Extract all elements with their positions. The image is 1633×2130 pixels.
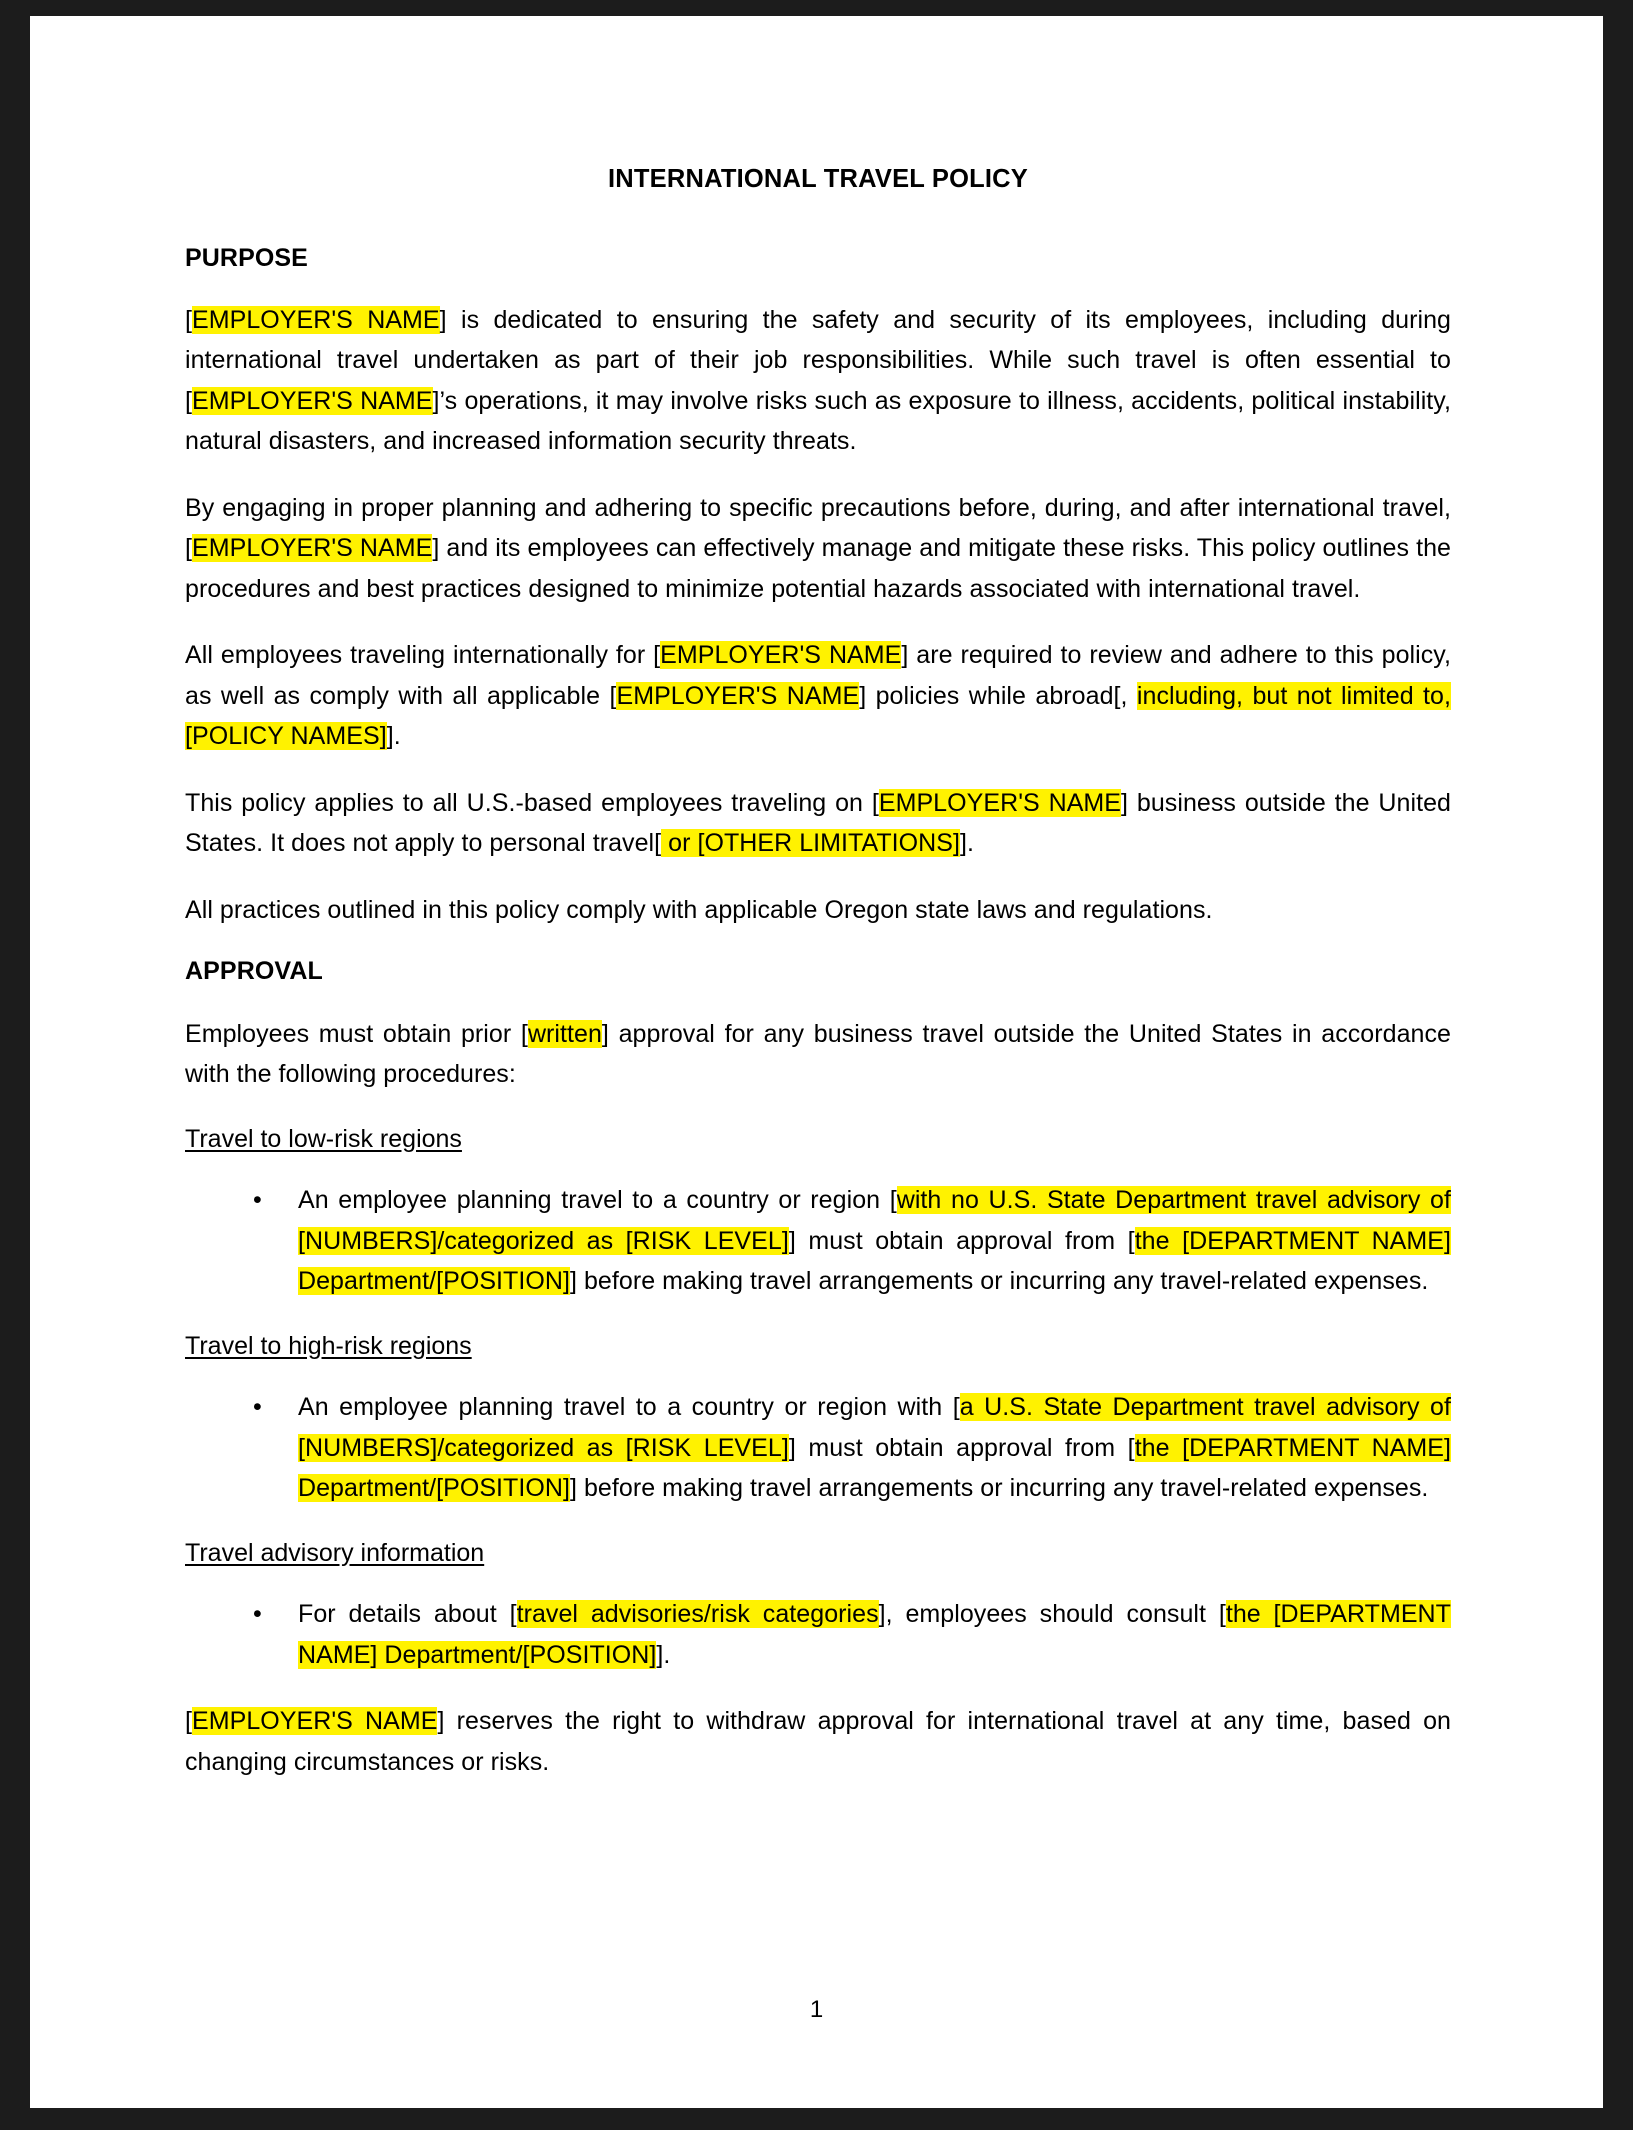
highlighted-placeholder: with no U.S. State Department travel advisory of [NUMBERS]/categorized as [RISK LEVEL]	[298, 1186, 1452, 1255]
section-heading-approval: APPROVAL	[185, 957, 323, 986]
page-number-footer: 1	[809, 1996, 824, 2023]
highlighted-placeholder: the [DEPARTMENT NAME] Department/[POSITION]	[298, 1226, 1452, 1296]
page-title: INTERNATIONAL TRAVEL POLICY	[607, 165, 1029, 193]
subheading-low-risk-label: Travel to low-risk regions	[185, 1124, 462, 1153]
list-item	[185, 1387, 1451, 1509]
paragraph-approval-closing: [EMPLOYER'S NAME] reserves the right to withdraw approval for international travel at any time, based on changing circumstances or risks.	[185, 1707, 1451, 1776]
section-heading-purpose: PURPOSE	[185, 243, 308, 272]
subheading-travel-low-risk	[185, 1121, 1451, 1159]
list-item	[185, 1594, 1451, 1675]
list-item-text: An employee planning travel to a country or region with [a U.S. State Department travel advisory of [NUMBERS]/categorized as [RISK LEVEL]] must obtain approval from [the [DEPARTMENT NAME] Department/[POSITION]] before making travel arrangements or incurring any travel-related expenses.	[298, 1393, 1452, 1503]
highlighted-placeholder: EMPLOYER'S NAME	[192, 305, 440, 334]
highlighted-placeholder: EMPLOYER'S NAME	[192, 1707, 438, 1736]
highlighted-placeholder: a U.S. State Department travel advisory of [NUMBERS]/categorized as [RISK LEVEL]	[298, 1393, 1451, 1462]
paragraph-purpose-5: All practices outlined in this policy comply with applicable Oregon state laws and regulations.	[185, 895, 1213, 924]
paragraph-purpose-2: By engaging in proper planning and adhering to specific precautions before, during, and after international travel, [EMPLOYER'S NAME] and its employees can effectively manage and mitigate these risks. This policy outlines the procedures and best practices designed to minimize potential hazards associated with international travel.	[185, 493, 1451, 603]
highlighted-placeholder: travel advisories/risk categories	[516, 1600, 879, 1629]
subheading-travel-high-risk	[185, 1328, 1451, 1366]
highlighted-placeholder: the [DEPARTMENT NAME] Department/[POSITION]	[298, 1600, 1451, 1669]
subheading-advisory-label: Travel advisory information	[185, 1538, 485, 1567]
bullet-list-advisory-information	[185, 1594, 1451, 1675]
bullet-list-low-risk	[185, 1180, 1451, 1302]
highlighted-placeholder: EMPLOYER'S NAME	[192, 534, 433, 563]
highlighted-placeholder: EMPLOYER'S NAME	[660, 641, 902, 670]
list-item	[185, 1180, 1451, 1302]
subheading-travel-advisory-information	[185, 1535, 1451, 1573]
bullet-list-high-risk	[185, 1387, 1451, 1509]
bullet-dot-icon: •	[253, 1600, 262, 1629]
paragraph-purpose-4: This policy applies to all U.S.-based employees traveling on [EMPLOYER'S NAME] business outside the United States. It does not apply to personal travel[ or [OTHER LIMITATIONS]].	[185, 788, 1451, 858]
document-page	[30, 16, 1603, 2108]
highlighted-placeholder: the [DEPARTMENT NAME] Department/[POSITION]	[298, 1433, 1452, 1503]
paragraph-approval-1: Employees must obtain prior [written] approval for any business travel outside the United States in accordance with the following procedures:	[185, 1019, 1451, 1089]
highlighted-placeholder: including, but not limited to, [POLICY NAMES]	[185, 681, 1451, 751]
bullet-dot-icon: •	[253, 1393, 262, 1422]
highlighted-placeholder: EMPLOYER'S NAME	[878, 788, 1122, 817]
highlighted-placeholder: EMPLOYER'S NAME	[192, 386, 433, 415]
page-content-area	[30, 16, 1603, 2108]
paragraph-purpose-3: All employees traveling internationally for [EMPLOYER'S NAME] are required to review and adhere to this policy, as well as comply with all applicable [EMPLOYER'S NAME] policies while abroad[, including, but not limited to, [POLICY NAMES]].	[185, 641, 1451, 751]
subheading-high-risk-label: Travel to high-risk regions	[185, 1331, 472, 1360]
paragraph-purpose-1: [EMPLOYER'S NAME] is dedicated to ensuring the safety and security of its employees, including during international travel undertaken as part of their job responsibilities. While such travel is often essential to [EMPLOYER'S NAME]’s operations, it may involve risks such as exposure to illness, accidents, political instability, natural disasters, and increased information security threats.	[185, 305, 1451, 456]
bullet-dot-icon: •	[253, 1186, 262, 1215]
highlighted-placeholder: EMPLOYER'S NAME	[616, 681, 860, 710]
list-item-text: An employee planning travel to a country or region [with no U.S. State Department travel advisory of [NUMBERS]/categorized as [RISK LEVEL]] must obtain approval from [the [DEPARTMENT NAME] Department/[POSITION]] before making travel arrangements or incurring any travel-related expenses.	[298, 1186, 1452, 1296]
highlighted-placeholder: written	[527, 1019, 602, 1048]
list-item-text: For details about [travel advisories/risk categories], employees should consult [the [DEPARTMENT NAME] Department/[POSITION]].	[298, 1600, 1451, 1669]
highlighted-placeholder: or [OTHER LIMITATIONS]	[661, 829, 960, 858]
